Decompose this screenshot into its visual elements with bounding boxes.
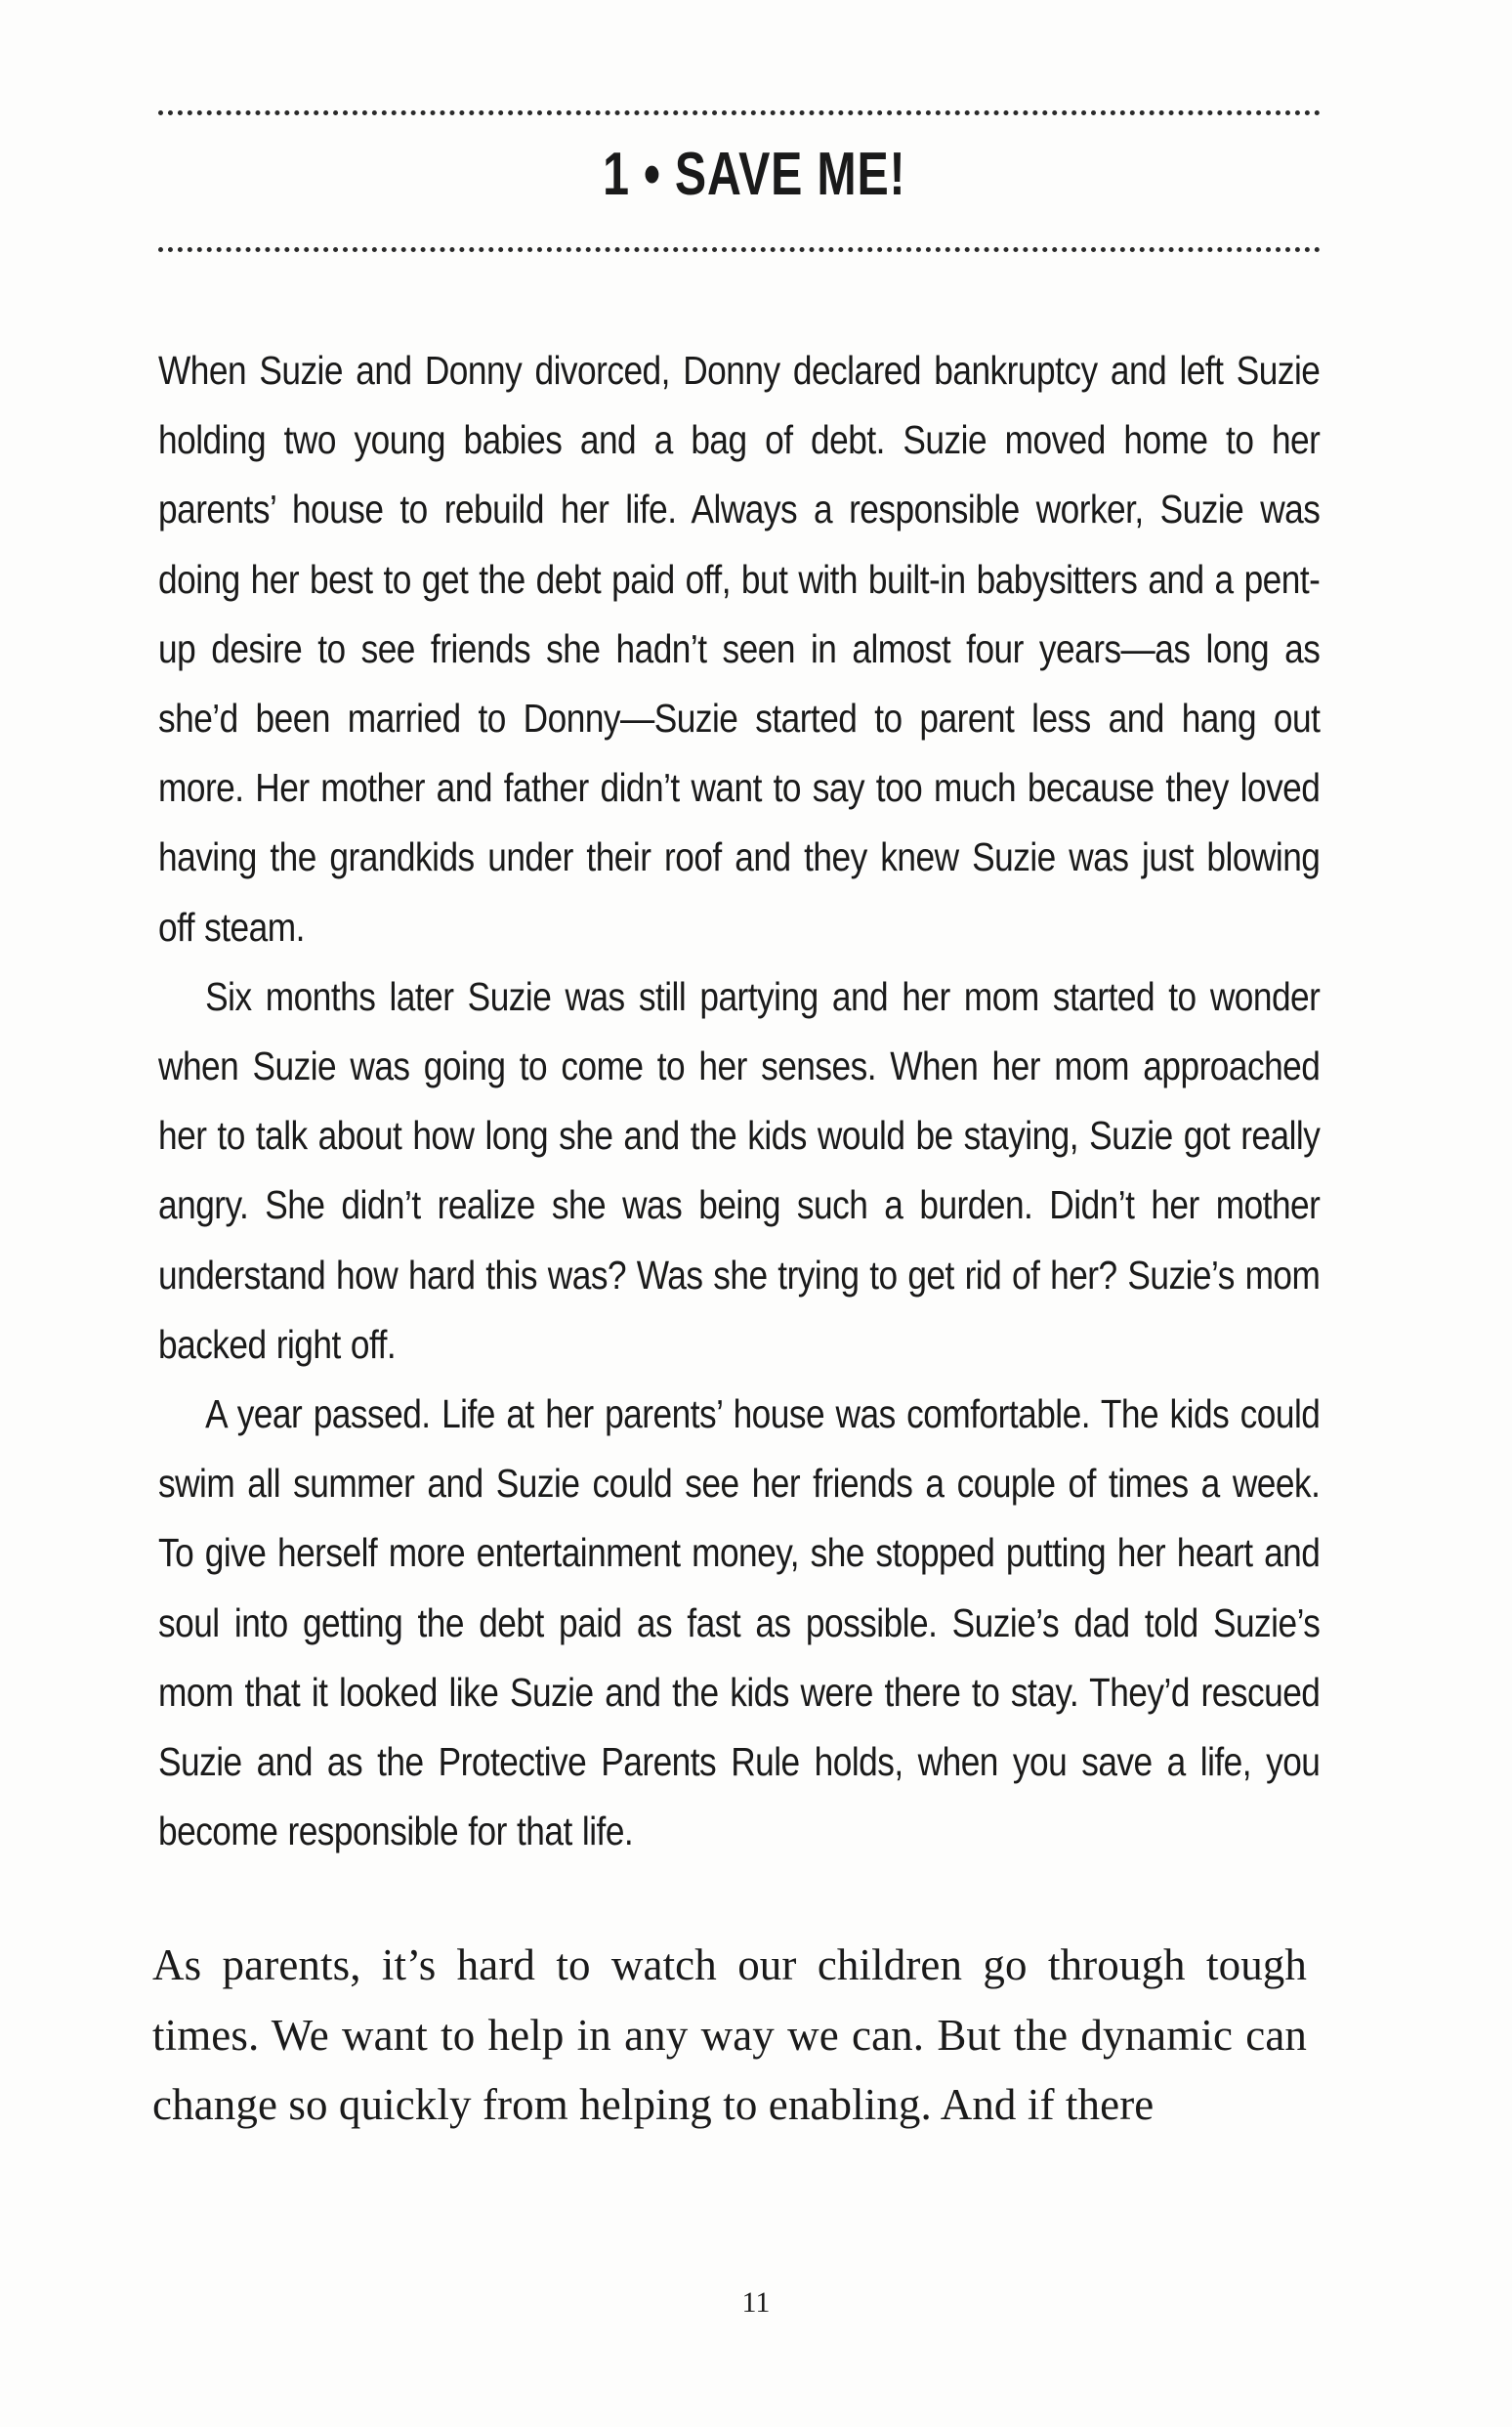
top-dotted-rule: [158, 110, 1321, 115]
body-text-block: [152, 1931, 1307, 2141]
story-paragraph: When Suzie and Donny divorced, Donny declared bankruptcy and left Suzie holding two young babies and a bag of debt. Suzie moved home to her parents’ house to rebuild her life. Always a responsible worker, Suzie was doing her best to get the debt paid off, but with built-in babysitters and a pent-up desire to see friends she hadn’t seen in almost four years—as long as she’d been married to Donny—Suzie started to parent less and hang out more. Her mother and father didn’t want to say too much because they loved having the grandkids under their roof and they knew Suzie was just blowing off steam.: [158, 348, 1321, 950]
body-paragraph: As parents, it’s hard to watch our children go through tough times. We want to help in any way we can. But the dynamic can change so quickly from helping to enabling. And if there: [152, 1940, 1307, 2129]
page-number: 11: [741, 2286, 771, 2319]
bottom-dotted-rule: [158, 247, 1321, 252]
story-paragraph: A year passed. Life at her parents’ house was comfortable. The kids could swim all summer and Suzie could see her friends a couple of times a week. To give herself more entertainment money, she stopped putting her heart and soul into getting the debt paid as fast as possible. Suzie’s dad told Suzie’s mom that it looked like Suzie and the kids were there to stay. They’d rescued Suzie and as the Protective Parents Rule holds, when you save a life, you become responsible for that life.: [158, 1391, 1321, 1854]
chapter-title: 1 • SAVE ME!: [603, 141, 906, 208]
story-paragraph: Six months later Suzie was still partying and her mom started to wonder when Suzie was going to come to her senses. When her mom approached her to talk about how long she and the kids would be staying, Suzie got really angry. She didn’t realize she was being such a burden. Didn’t her mother understand how hard this was? Was she trying to get rid of her? Suzie’s mom backed right off.: [158, 973, 1321, 1367]
story-text-block: [158, 336, 1320, 1866]
